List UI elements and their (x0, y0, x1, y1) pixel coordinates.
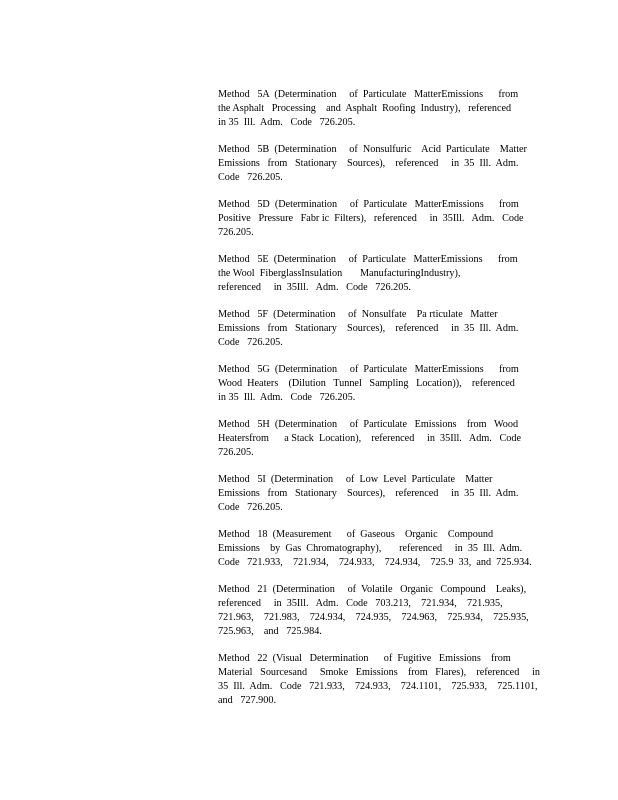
entry-line: referenced in 35Ill. Adm. Code 703.213, 721.934, 721.935, (218, 598, 503, 609)
entry-line: Code 726.205. (218, 502, 283, 513)
entry-line: Method 5A (Determination of Particulate MatterEmissions from (218, 89, 519, 100)
method-5g-entry (218, 363, 540, 405)
entry-line: 721.963, 721.983, 724.934, 724.935, 724.963, 725.934, 725.935, (218, 612, 529, 623)
method-5i-entry (218, 473, 540, 515)
entry-line: Method 21 (Determination of Volatile Organic Compound Leaks), (218, 584, 527, 595)
entry-line: Method 5B (Determination of Nonsulfuric Acid Particulate Matter (218, 144, 527, 155)
entry-line: referenced in 35Ill. Adm. Code 726.205. (218, 282, 411, 293)
entry-line: the Asphalt Processing and Asphalt Roofing Industry), referenced (218, 103, 512, 114)
method-21-entry (218, 583, 540, 639)
entry-line: Emissions from Stationary Sources), referenced in 35 Ill. Adm. (218, 323, 519, 334)
entry-line: Method 5I (Determination of Low Level Particulate Matter (218, 474, 493, 485)
entry-line: Material Sourcesand Smoke Emissions from Flares), referenced in (218, 667, 540, 678)
entry-line: 725.963, and 725.984. (218, 626, 322, 637)
method-list (218, 88, 540, 721)
entry-line: Method 5G (Determination of Particulate MatterEmissions from (218, 364, 519, 375)
entry-line: in 35 Ill. Adm. Code 726.205. (218, 392, 356, 403)
method-22-entry (218, 652, 540, 708)
entry-line: Emissions from Stationary Sources), referenced in 35 Ill. Adm. (218, 158, 519, 169)
entry-line: Code 726.205. (218, 337, 283, 348)
method-5d-entry (218, 198, 540, 240)
entry-line: 726.205. (218, 227, 254, 238)
entry-line: Method 5H (Determination of Particulate Emissions from Wood (218, 419, 519, 430)
entry-line: Emissions from Stationary Sources), referenced in 35 Ill. Adm. (218, 488, 519, 499)
method-5h-entry (218, 418, 540, 460)
entry-line: Emissions by Gas Chromatography), referenced in 35 Ill. Adm. (218, 543, 523, 554)
method-5f-entry (218, 308, 540, 350)
entry-line: Method 22 (Visual Determination of Fugitive Emissions from (218, 653, 511, 664)
entry-line: Positive Pressure Fabr ic Filters), referenced in 35Ill. Adm. Code (218, 213, 524, 224)
entry-line: Method 18 (Measurement of Gaseous Organic Compound (218, 529, 494, 540)
entry-line: Code 721.933, 721.934, 724.933, 724.934, 725.9 33, and 725.934. (218, 557, 532, 568)
entry-line: the Wool FiberglassInsulation ManufacturingIndustry), (218, 268, 461, 279)
method-5a-entry (218, 88, 540, 130)
entry-line: Heatersfrom a Stack Location), referenced in 35Ill. Adm. Code (218, 433, 521, 444)
entry-line: 726.205. (218, 447, 254, 458)
entry-line: Method 5E (Determination of Particulate MatterEmissions from (218, 254, 518, 265)
entry-line: and 727.900. (218, 695, 277, 706)
method-5b-entry (218, 143, 540, 185)
entry-line: Wood Heaters (Dilution Tunnel Sampling Location)), referenced (218, 378, 515, 389)
entry-line: in 35 Ill. Adm. Code 726.205. (218, 117, 356, 128)
method-5e-entry (218, 253, 540, 295)
entry-line: Method 5D (Determination of Particulate MatterEmissions from (218, 199, 519, 210)
entry-line: Code 726.205. (218, 172, 283, 183)
entry-line: 35 Ill. Adm. Code 721.933, 724.933, 724.1101, 725.933, 725.1101, (218, 681, 538, 692)
method-18-entry (218, 528, 540, 570)
entry-line: Method 5F (Determination of Nonsulfate Pa rticulate Matter (218, 309, 498, 320)
